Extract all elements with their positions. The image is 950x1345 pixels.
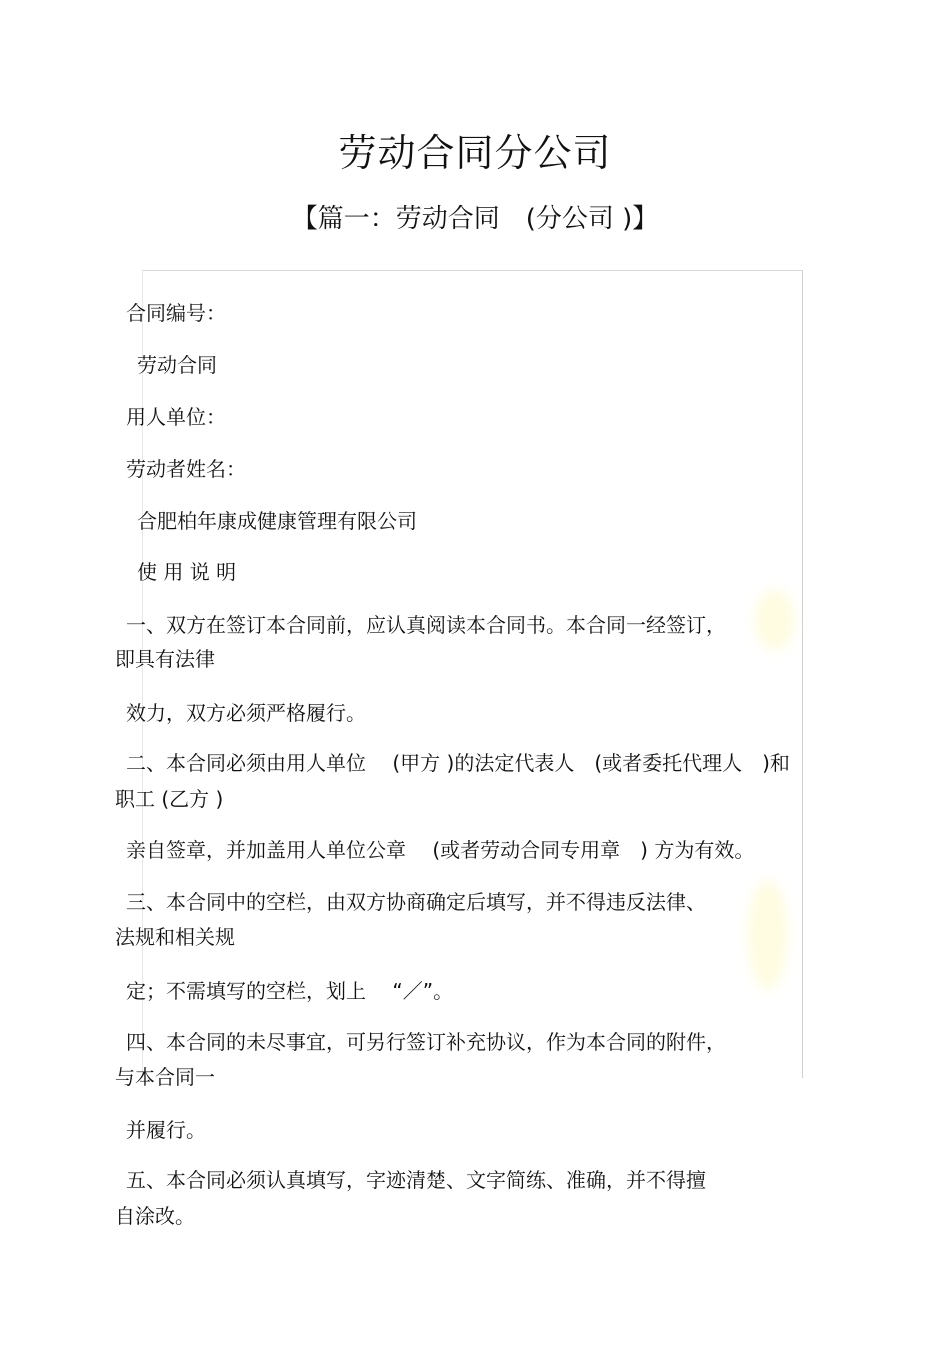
instruction-3-line-3: 定；不需填写的空栏，划上 “／”。 bbox=[126, 979, 454, 1003]
instruction-2-line-1: 二、本合同必须由用人单位 (甲方 )的法定代表人 (或者委托代理人 )和 bbox=[126, 751, 790, 775]
instructions-heading: 使 用 说 明 bbox=[137, 560, 237, 584]
instruction-1-line-2: 即具有法律 bbox=[115, 647, 215, 671]
instruction-5-line-2: 自涂改。 bbox=[115, 1204, 195, 1228]
instruction-1-line-3: 效力，双方必须严格履行。 bbox=[126, 701, 366, 725]
instruction-3-line-2: 法规和相关规 bbox=[115, 925, 235, 949]
content-frame bbox=[142, 270, 803, 1078]
paper-stain bbox=[755, 590, 795, 650]
cover-contract-title: 劳动合同 bbox=[137, 353, 217, 377]
instruction-4-line-2: 与本合同一 bbox=[115, 1065, 215, 1089]
paper-stain bbox=[748, 880, 788, 990]
employer-label: 用人单位： bbox=[126, 405, 226, 429]
instruction-2-line-3: 亲自签章，并加盖用人单位公章 (或者劳动合同专用章 ) 方为有效。 bbox=[126, 838, 755, 862]
document-title: 劳动合同分公司 bbox=[338, 131, 612, 175]
instruction-3-line-1: 三、本合同中的空栏，由双方协商确定后填写，并不得违反法律、 bbox=[126, 890, 706, 914]
instruction-1-line-1: 一、双方在签订本合同前，应认真阅读本合同书。本合同一经签订， bbox=[126, 613, 726, 637]
company-name: 合肥柏年康成健康管理有限公司 bbox=[137, 509, 417, 533]
instruction-4-line-1: 四、本合同的未尽事宜，可另行签订补充协议，作为本合同的附件， bbox=[126, 1030, 726, 1054]
contract-number-label: 合同编号： bbox=[126, 301, 226, 325]
employee-name-label: 劳动者姓名： bbox=[126, 457, 246, 481]
document-subtitle: 【篇一：劳动合同 (分公司 )】 bbox=[291, 204, 659, 234]
instruction-4-line-3: 并履行。 bbox=[126, 1118, 206, 1142]
instruction-5-line-1: 五、本合同必须认真填写，字迹清楚、文字简练、准确，并不得擅 bbox=[126, 1168, 706, 1192]
instruction-2-line-2: 职工 (乙方 ) bbox=[115, 787, 224, 811]
